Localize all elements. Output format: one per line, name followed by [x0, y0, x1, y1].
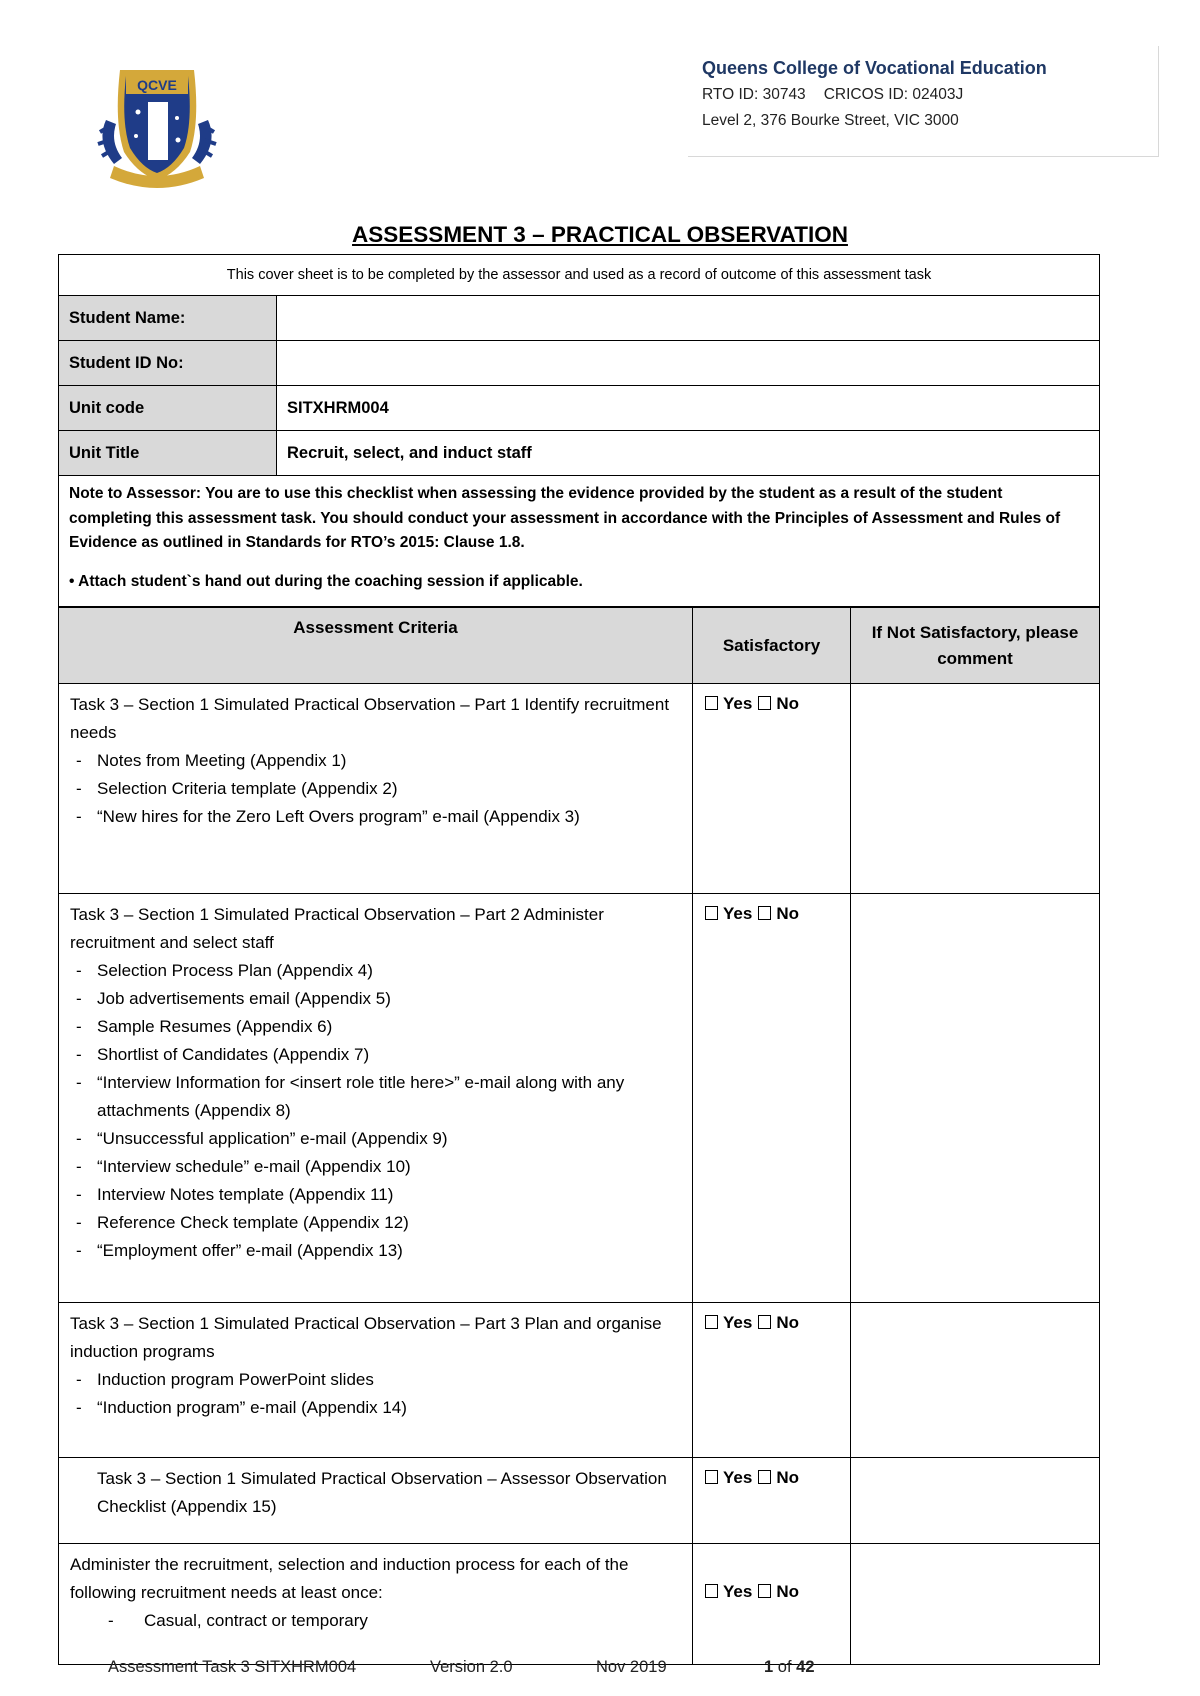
list-item: - “New hires for the Zero Left Overs program” e-mail (Appendix 3)	[70, 803, 681, 831]
list-item: - Selection Criteria template (Appendix 2)	[70, 775, 681, 803]
yes-label: Yes	[723, 1582, 753, 1601]
no-checkbox[interactable]	[758, 696, 771, 710]
criteria-row	[59, 684, 1100, 894]
no-checkbox[interactable]	[758, 1315, 771, 1329]
comment-cell[interactable]	[851, 1544, 1100, 1665]
cover-intro: This cover sheet is to be completed by the assessor and used as a record of outcome of this assessment task	[59, 255, 1100, 296]
yes-checkbox[interactable]	[705, 906, 718, 920]
total-pages: 42	[796, 1658, 815, 1676]
list-item: - Interview Notes template (Appendix 11)	[70, 1181, 681, 1209]
yes-checkbox[interactable]	[705, 1470, 718, 1484]
criteria-title: Task 3 – Section 1 Simulated Practical Observation – Part 1 Identify recruitment needs	[70, 695, 670, 742]
comment-header: If Not Satisfactory, please comment	[851, 608, 1100, 684]
yes-checkbox[interactable]	[705, 1315, 718, 1329]
appendix-list	[70, 957, 681, 1265]
no-checkbox[interactable]	[758, 1584, 771, 1598]
criteria-title: Task 3 – Section 1 Simulated Practical Observation – Part 3 Plan and organise induction programs	[70, 1314, 662, 1361]
criteria-title: Task 3 – Section 1 Simulated Practical Observation – Assessor Observation Checklist (Appendix 15)	[97, 1469, 667, 1516]
assessor-note-text: Note to Assessor: You are to use this checklist when assessing the evidence provided by the student as a result of the student completing this assessment task. You should conduct your assessment in accordance with the Principles of Assessment and Rules of Evidence as outlined in Standards for RTO’s 2015: Clause 1.8.	[69, 485, 1061, 551]
list-item: - Sample Resumes (Appendix 6)	[70, 1013, 681, 1041]
list-item: - “Interview schedule” e-mail (Appendix 10)	[70, 1153, 681, 1181]
logo-text: QCVE	[137, 77, 177, 93]
document-title: ASSESSMENT 3 – PRACTICAL OBSERVATION	[352, 222, 848, 247]
footer-version: Version 2.0	[430, 1658, 513, 1676]
criteria-header: Assessment Criteria	[59, 608, 693, 684]
student-id-field[interactable]	[277, 341, 1100, 386]
unit-code-label: Unit code	[59, 386, 277, 431]
no-label: No	[776, 1313, 799, 1332]
list-item: - Casual, contract or temporary	[70, 1607, 681, 1635]
yes-label: Yes	[723, 694, 753, 713]
yes-checkbox[interactable]	[705, 696, 718, 710]
no-label: No	[776, 694, 799, 713]
list-item: - “Induction program” e-mail (Appendix 14)	[70, 1394, 681, 1422]
list-item: - Induction program PowerPoint slides	[70, 1366, 681, 1394]
assessor-note	[59, 476, 1100, 607]
criteria-row	[59, 1458, 1100, 1544]
criteria-row	[59, 1544, 1100, 1665]
unit-title-label: Unit Title	[59, 431, 277, 476]
current-page: 1	[764, 1658, 774, 1676]
list-item: - Reference Check template (Appendix 12)	[70, 1209, 681, 1237]
college-logo	[92, 62, 222, 190]
criteria-title: Administer the recruitment, selection and induction process for each of the following recruitment needs at least once:	[70, 1555, 629, 1602]
assessment-criteria-table	[58, 607, 1100, 1665]
yes-checkbox[interactable]	[705, 1584, 718, 1598]
yes-label: Yes	[723, 1468, 753, 1487]
yes-label: Yes	[723, 904, 753, 923]
assessor-note-bullet: • Attach student`s hand out during the coaching session if applicable.	[69, 572, 583, 590]
satisfactory-header: Satisfactory	[693, 608, 851, 684]
criteria-title: Task 3 – Section 1 Simulated Practical Observation – Part 2 Administer recruitment and select staff	[70, 905, 604, 952]
appendix-list	[70, 747, 681, 831]
list-item: - “Interview Information for <insert role title here>” e-mail along with any attachments (Appendix 8)	[70, 1069, 681, 1125]
cover-sheet-table	[58, 254, 1100, 607]
organisation-name: Queens College of Vocational Education	[702, 58, 1047, 78]
comment-cell[interactable]	[851, 894, 1100, 1303]
no-checkbox[interactable]	[758, 906, 771, 920]
student-name-field[interactable]	[277, 296, 1100, 341]
satisfactory-options	[693, 1458, 851, 1544]
satisfactory-options	[693, 1544, 851, 1665]
rto-id: RTO ID: 30743	[702, 86, 806, 103]
no-label: No	[776, 1468, 799, 1487]
list-item: - Notes from Meeting (Appendix 1)	[70, 747, 681, 775]
list-item: - Selection Process Plan (Appendix 4)	[70, 957, 681, 985]
footer-page-number	[764, 1658, 815, 1677]
footer-date: Nov 2019	[596, 1658, 667, 1676]
list-item: - Job advertisements email (Appendix 5)	[70, 985, 681, 1013]
criteria-row	[59, 894, 1100, 1303]
list-item: - “Unsuccessful application” e-mail (Appendix 9)	[70, 1125, 681, 1153]
yes-label: Yes	[723, 1313, 753, 1332]
satisfactory-options	[693, 894, 851, 1303]
organisation-header	[688, 46, 1159, 157]
footer-document-name: Assessment Task 3 SITXHRM004	[108, 1658, 357, 1676]
satisfactory-options	[693, 1303, 851, 1458]
criteria-row	[59, 1303, 1100, 1458]
satisfactory-options	[693, 684, 851, 894]
registration-ids	[702, 86, 963, 104]
recruitment-needs-list	[70, 1607, 681, 1635]
page-of: of	[777, 1658, 792, 1676]
unit-title-value: Recruit, select, and induct staff	[277, 431, 1100, 476]
no-label: No	[776, 904, 799, 923]
list-item: - Shortlist of Candidates (Appendix 7)	[70, 1041, 681, 1069]
comment-cell[interactable]	[851, 684, 1100, 894]
comment-cell[interactable]	[851, 1303, 1100, 1458]
unit-code-value: SITXHRM004	[277, 386, 1100, 431]
student-name-label: Student Name:	[59, 296, 277, 341]
comment-cell[interactable]	[851, 1458, 1100, 1544]
appendix-list	[70, 1366, 681, 1422]
no-label: No	[776, 1582, 799, 1601]
student-id-label: Student ID No:	[59, 341, 277, 386]
organisation-address: Level 2, 376 Bourke Street, VIC 3000	[702, 112, 959, 129]
list-item: - “Employment offer” e-mail (Appendix 13)	[70, 1237, 681, 1265]
no-checkbox[interactable]	[758, 1470, 771, 1484]
cricos-id: CRICOS ID: 02403J	[823, 86, 964, 103]
